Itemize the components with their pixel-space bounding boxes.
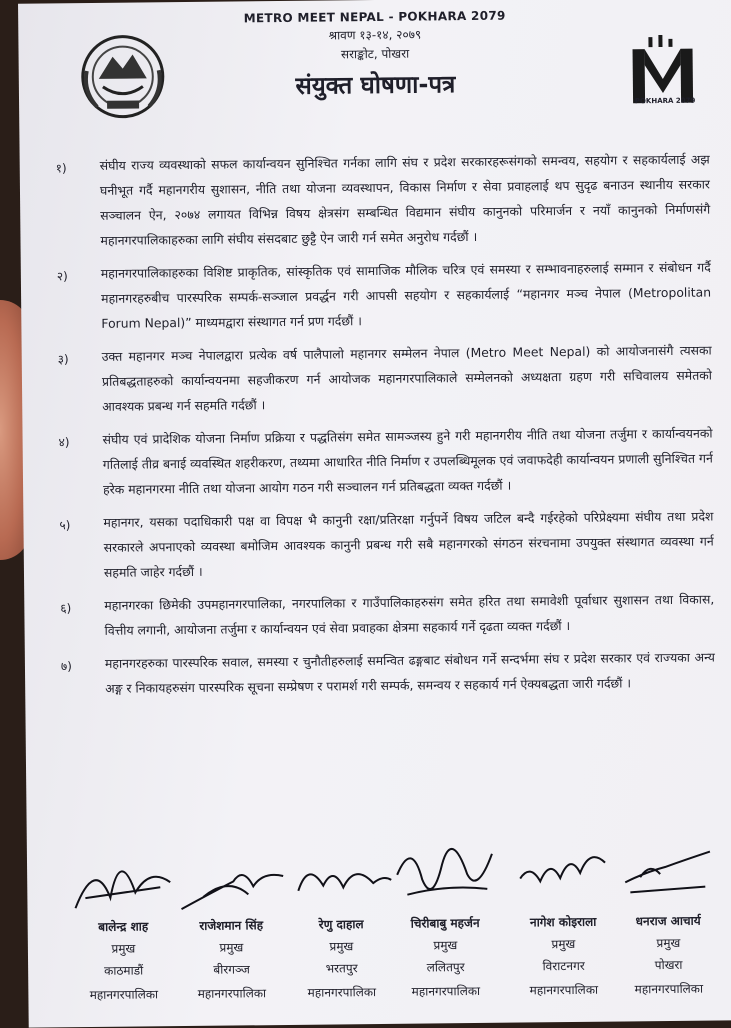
point-number: ७) xyxy=(60,659,72,674)
point-text: महानगरहरुका पारस्परिक सवाल, समस्या र चुनौतीहरुलाई समन्वित ढङ्गबाट संबोधन गर्ने सन्दर्भमा संघ र प्रदेश सरकार एवं राज्यका अन्य अङ्ग र निकायहरुसंग पारस्परिक सूचना सम्प्रेषण र परामर्श गरी सम्पर्क, समन्वय र सहकार्य गर्न ऐक्यबद्धता जारी गर्दछौं । xyxy=(104,649,715,696)
declaration-point xyxy=(54,586,714,643)
point-number: १) xyxy=(55,161,67,176)
point-text: महानगरपालिकाहरुका विशिष्ट प्राकृतिक, सांस्कृतिक एवं सामाजिक मौलिक चरित्र एवं समस्या र सम्भावनाहरुलाई सम्मान र संबोधन गर्दै महानगरहरुबीच पारस्परिक सम्पर्क-सञ्जाल प्रवर्द्धन गरी आपसी सहयोग र सहकार्यलाई “महानगर मञ्च नेपाल (Metropolitan Forum Nepal)” माध्यमद्वारा संस्थागत गर्न प्रण गर्दछौं । xyxy=(100,259,712,331)
event-venue: सराङ्कोट, पोखरा xyxy=(340,46,410,62)
signatory-org: महानगरपालिका xyxy=(529,982,599,998)
point-text: संघीय राज्य व्यवस्थाको सफल कार्यान्वयन सुनिश्चित गर्नका लागि संघ र प्रदेश सरकारहरूसंगको समन्वय, सहयोग र सहकार्यलाई अझ घनीभूत गर्दै महानगरीय सुशासन, नीति तथा योजना व्यवस्थापन, विकास निर्माण र सेवा प्रवाहलाई थप सुदृढ बनाउन स्थानीय सरकार सञ्चालन ऐन, २०७४ लगायत विभिन्न विषय क्षेत्रसंग सम्बन्धित विद्यमान संघीय कानुनको परिमार्जन र नयाँ कानुनको निर्माणसंगै महानगरपालिकाहरुका लागि संघीय संसदबाट छुट्टै ऐन जारी गर्न समेत अनुरोध गर्दछौं । xyxy=(99,151,711,248)
signatory-org: महानगरपालिका xyxy=(197,986,267,1001)
event-date: श्रावण १३-१४, २०७९ xyxy=(328,27,422,43)
signatory-role: प्रमुख xyxy=(219,940,244,955)
signatory-org: महानगरपालिका xyxy=(411,983,481,999)
point-number: ६) xyxy=(60,601,72,616)
signatory-org: महानगरपालिका xyxy=(634,981,704,997)
signatory-role: प्रमुख xyxy=(551,936,576,952)
handwritten-signature-icon xyxy=(505,832,621,913)
declaration-point xyxy=(53,503,714,585)
logo-caption: POKHARA 2079 xyxy=(634,96,696,106)
point-text: महानगर, यसका पदाधिकारी पक्ष वा विपक्ष भै कानुनी रक्षा/प्रतिरक्षा गर्नुपर्ने विषय जटिल बन्दै गईरहेको परिप्रेक्ष्यमा संघीय तथा प्रदेश सरकारले अपनाएको व्यवस्था बमोजिम आवश्यक कानुनी प्रबन्ध गरी सबै महानगरको संगठन संरचनामा उपयुक्त संस्थागत व्यवस्था गर्न सहमति जाहेर गर्दछौं । xyxy=(103,508,714,580)
point-text: संघीय एवं प्रादेशिक योजना निर्माण प्रक्रिया र पद्धतिसंग समेत सामञ्जस्य हुने गरी महानगरीय नीति तथा योजना तर्जुमा र कार्यान्वयनको गतिलाई तीव्र बनाई व्यवस्थित शहरीकरण, तथ्यमा आधारित नीति निर्माण र उपलब्धिमूलक एवं जवाफदेही कार्यान्वयन प्रणाली सुनिश्चित गर्न हरेक महानगरमा नीति तथा योजना आयोग गठन गरी सञ्चालन गर्न प्रतिबद्धता व्यक्त गर्दछौं । xyxy=(102,425,713,497)
handwritten-signature-icon xyxy=(610,831,726,912)
signatory-city: काठमाडौं xyxy=(104,963,144,978)
signatory-city: बीरगञ्ज xyxy=(213,962,250,977)
handwritten-signature-icon xyxy=(65,837,181,918)
signatory-name: चिरीबाबु महर्जन xyxy=(410,915,480,931)
signatory xyxy=(505,832,620,998)
point-text: महानगरका छिमेकी उपमहानगरपालिका, नगरपालिका र गाउँपालिकाहरुसंग समेत हरित तथा समावेशी पूर्वाधार सुशासन तथा विकास, वित्तीय लगानी, आयोजना तर्जुमा र कार्यान्वयन एवं सेवा प्रवाहका क्षेत्रमा सहकार्य गर्ने दृढता व्यक्त गर्दछौं । xyxy=(104,591,715,638)
signatory-city: भरतपुर xyxy=(325,961,358,976)
declaration-point xyxy=(52,337,713,419)
point-number: ३) xyxy=(57,352,69,367)
signatory-name: बालेन्द्र शाह xyxy=(98,919,149,934)
signatory xyxy=(610,831,725,997)
signature-block xyxy=(65,831,727,1018)
signatory xyxy=(387,834,502,999)
signatory-name: धनराज आचार्य xyxy=(635,913,701,929)
signatory-name: रेणु दाहाल xyxy=(318,917,364,932)
signatory-city: पोखरा xyxy=(654,957,683,973)
signatory-role: प्रमुख xyxy=(329,939,354,954)
signatory-org: महानगरपालिका xyxy=(89,987,159,1003)
event-title: METRO MEET NEPAL - POKHARA 2079 xyxy=(243,8,506,26)
declaration-point xyxy=(51,254,712,336)
signatory-city: ललितपुर xyxy=(426,960,465,975)
signatory xyxy=(173,836,288,1001)
signatory xyxy=(283,835,398,1000)
signatory-name: नागेश कोइराला xyxy=(529,914,597,930)
handwritten-signature-icon xyxy=(173,836,289,917)
signatory-city: विराटनगर xyxy=(542,958,585,974)
signatory-role: प्रमुख xyxy=(111,941,136,956)
handwritten-signature-icon xyxy=(283,835,399,916)
signatory-role: प्रमुख xyxy=(433,938,458,953)
point-number: २) xyxy=(56,269,68,284)
point-number: ५) xyxy=(59,518,71,533)
signatory-org: महानगरपालिका xyxy=(307,985,377,1000)
signatory xyxy=(65,837,180,1003)
declaration-point xyxy=(50,146,711,253)
document-page xyxy=(18,0,731,1028)
signatory-role: प्रमुख xyxy=(656,935,681,951)
document-title: संयुक्त घोषणा-पत्र xyxy=(295,70,456,100)
signatory-name: राजेशमान सिंह xyxy=(199,918,264,933)
point-text: उक्त महानगर मञ्च नेपालद्वारा प्रत्येक वर्ष पालैपालो महानगर सम्मेलन नेपाल (Metro Meet Nepal) को आयोजनासंगै त्यसका प्रतिबद्धताहरुको कार्यान्वयनमा सहजीकरण गर्न आयोजक महानगरपालिकाले सम्मेलनको अध्यक्षता ग्रहण गरी सचिवालय समेतको आवश्यक प्रबन्ध गर्न सहमति गर्दछौं । xyxy=(101,342,713,414)
declaration-points xyxy=(50,146,716,709)
declaration-point xyxy=(55,644,715,701)
point-number: ४) xyxy=(58,435,70,450)
handwritten-signature-icon xyxy=(387,834,503,915)
declaration-point xyxy=(52,420,713,502)
